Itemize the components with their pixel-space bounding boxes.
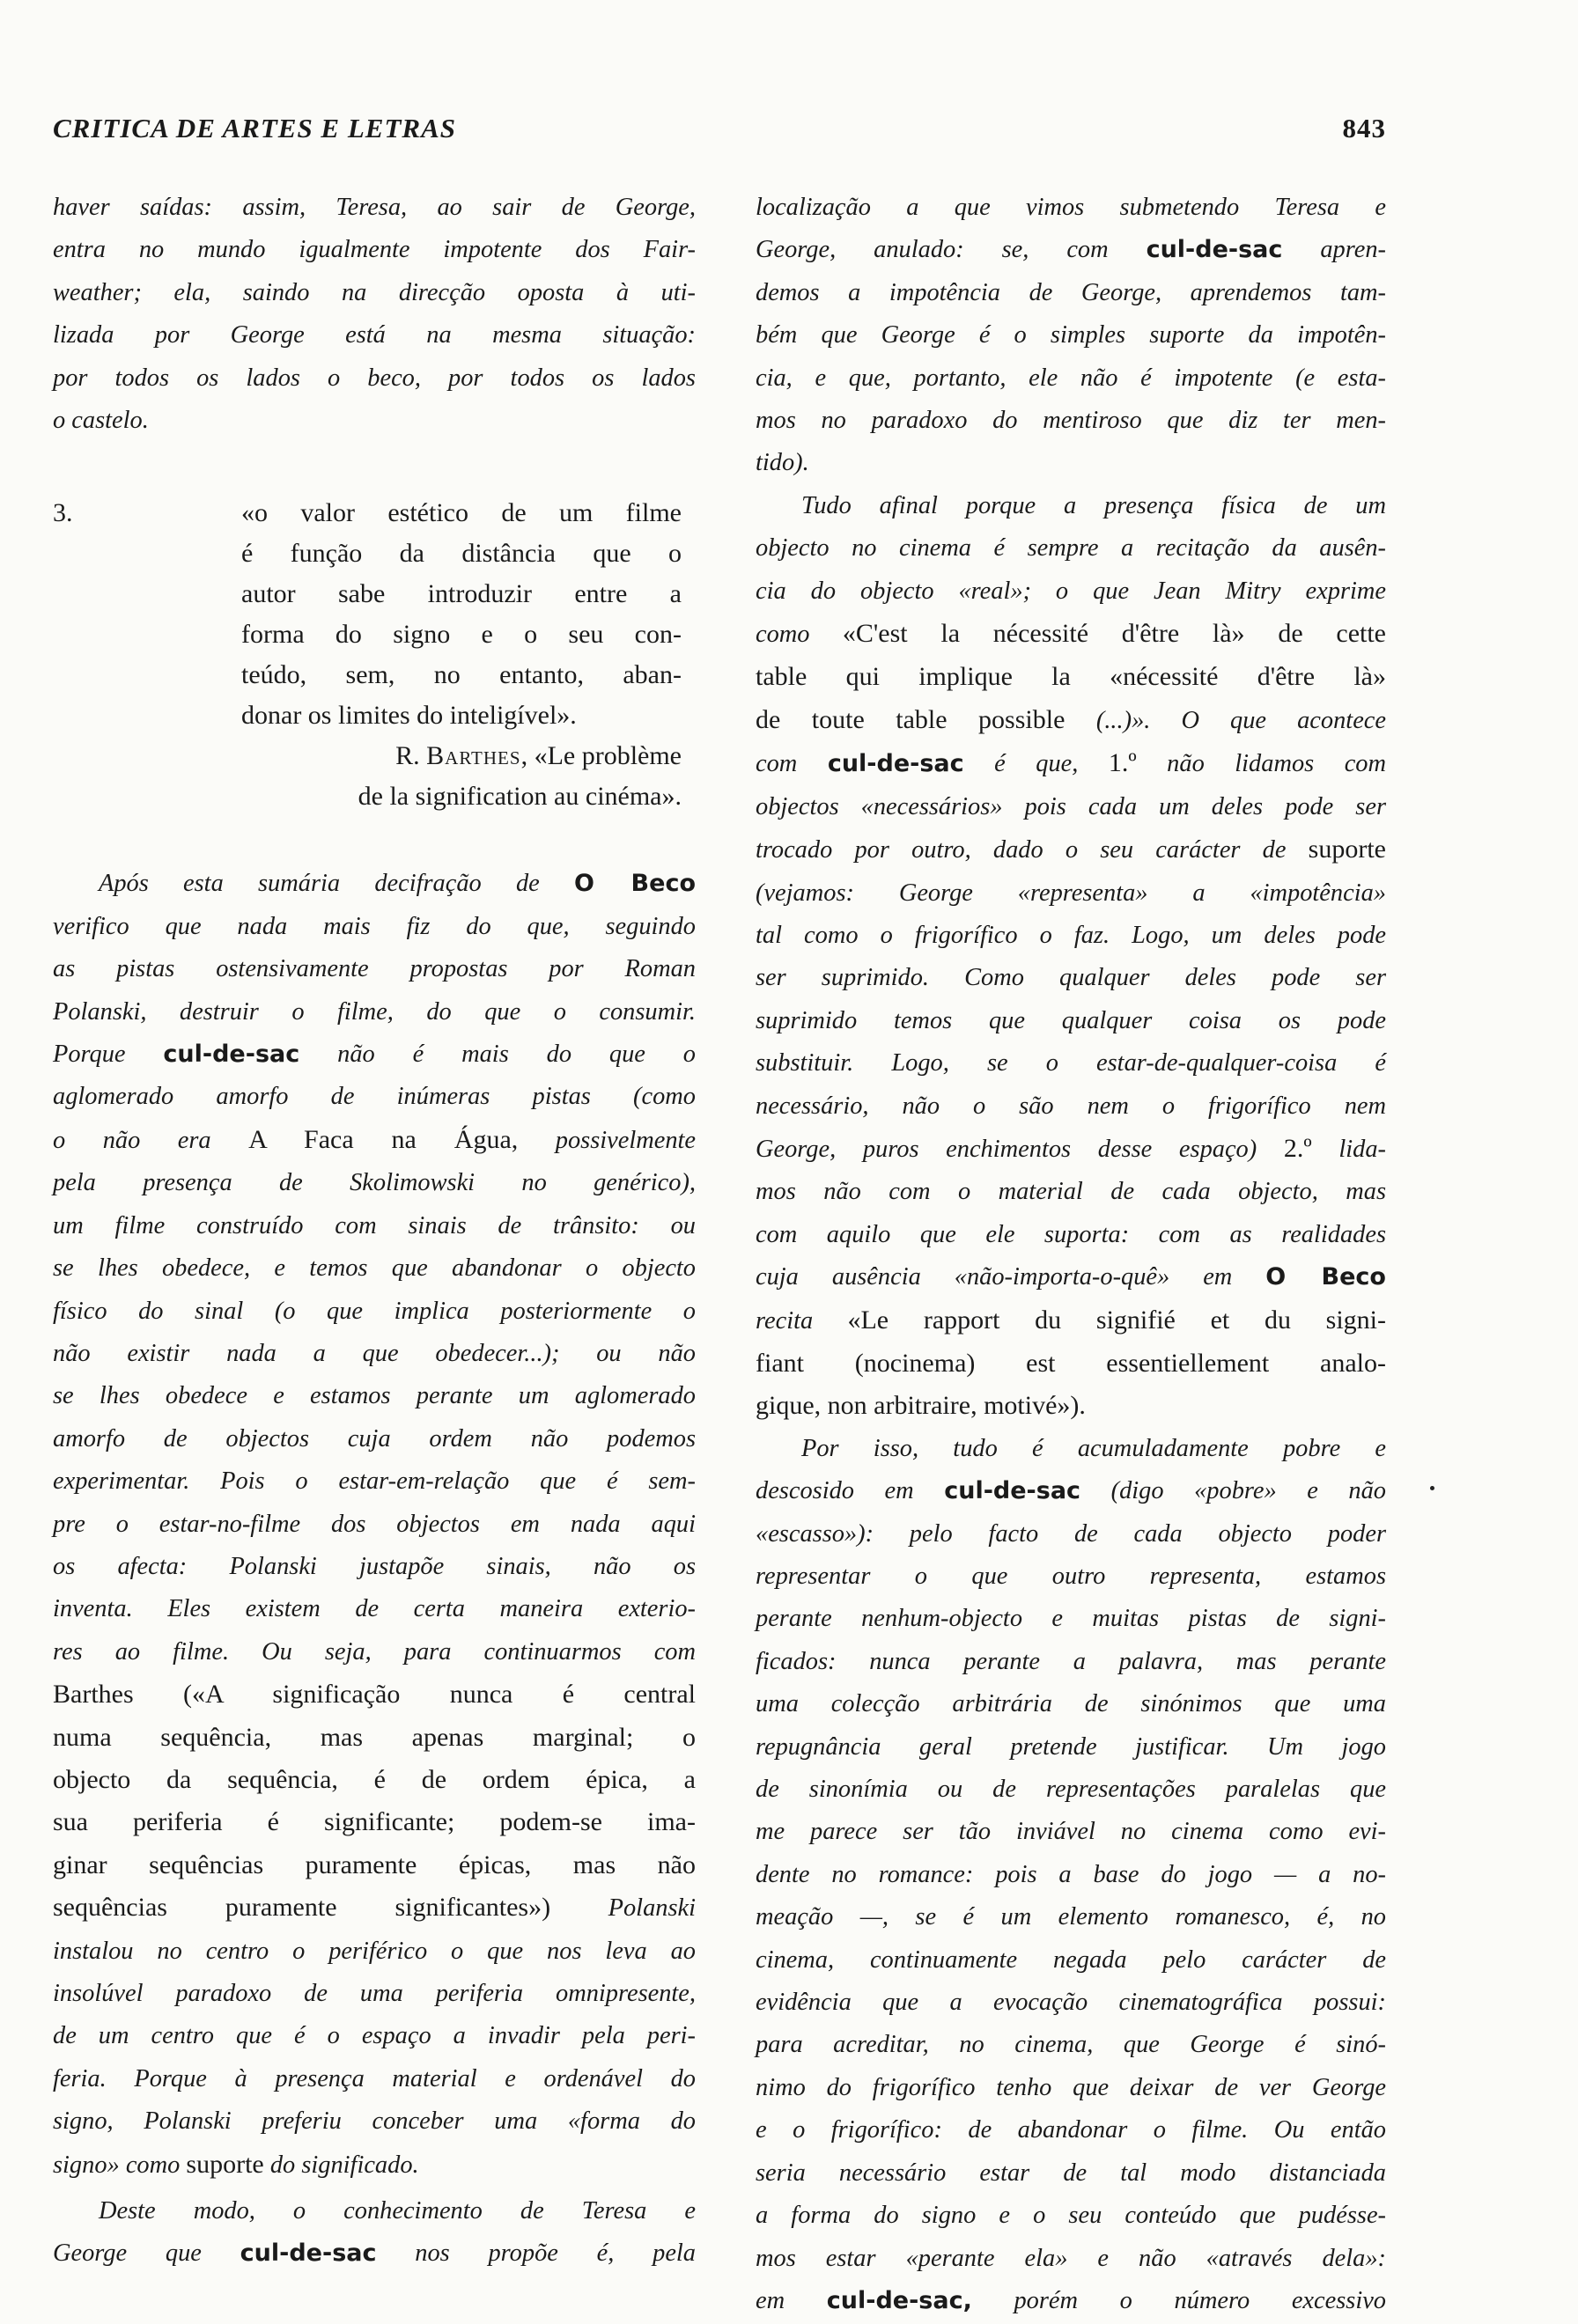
quote-line: autor sabe introduzir entre a (241, 579, 682, 609)
quote-line: «o valor estético de um filme (241, 498, 682, 528)
text-run: 1.º (1108, 748, 1137, 778)
text-line (53, 1119, 696, 1162)
text-line: se lhes obedece e estamos perante um aglomerado (53, 1382, 696, 1410)
text-line: ser suprimido. Como qualquer deles pode ser (756, 964, 1386, 992)
text-line: localização a que vimos submetendo Teresa e (756, 194, 1386, 221)
text-run: «C'est la nécessité d'être là» de cette (842, 619, 1387, 649)
text-run: Polanski (550, 1894, 697, 1923)
quote-line: donar os limites do inteligível». (241, 701, 577, 731)
text-line: mos não com o material de cada objecto, mas (756, 1178, 1386, 1206)
text-line: amorfo de objectos cuja ordem não podemos (53, 1424, 696, 1452)
attribution-text: , «Le problème (520, 741, 682, 771)
text-line: cia, e que, portanto, ele não é impotente (e esta- (756, 364, 1386, 392)
text-line (756, 2280, 1386, 2322)
text-run: não é mais do que o (299, 1041, 696, 1069)
text-line: repugnância geral pretende justificar. Um jogo (756, 1732, 1386, 1761)
text-line: perante nenhum-objecto e muitas pistas de signi- (756, 1605, 1386, 1633)
text-line: não existir nada a que obedecer...); ou não (53, 1339, 696, 1367)
text-line: dente no romance: pois a base do jogo — a no- (756, 1860, 1386, 1888)
text-line (756, 1256, 1386, 1298)
running-title: CRITICA DE ARTES E LETRAS (53, 113, 457, 143)
text-line: insolúvel paradoxo de uma periferia omnipresente, (53, 1980, 696, 2007)
text-line: as pistas ostensivamente propostas por Roman (53, 955, 696, 983)
text-line: para acreditar, no cinema, que George é sinó- (756, 2031, 1386, 2059)
text-line: Deste modo, o conhecimento de Teresa e (99, 2197, 696, 2225)
quote-line: teúdo, sem, no entanto, aban- (241, 660, 682, 690)
film-title: cul-de-sac (827, 750, 964, 778)
text-line: evidência que a evocação cinematográfica possui: (756, 1989, 1386, 2017)
text-line: pela presença de Skolimowski no genérico), (53, 1169, 696, 1197)
text-line: mos no paradoxo do mentiroso que diz ter men- (756, 407, 1386, 435)
text-line: cia do objecto «real»; o que Jean Mitry exprime (756, 577, 1386, 605)
text-line: representar o que outro representa, estamos (756, 1563, 1386, 1590)
text-line: lizada por George está na mesma situação: (53, 321, 696, 349)
text-line: sua periferia é significante; podem-se ima- (53, 1807, 696, 1837)
text-line: experimentar. Pois o estar-em-relação que é sem- (53, 1467, 696, 1496)
text-run: suporte (1308, 835, 1386, 864)
quote-text (241, 493, 682, 736)
text-line: necessário, não o são nem o frigorífico nem (756, 1092, 1386, 1120)
text-run: com (756, 750, 828, 778)
text-line (53, 863, 696, 905)
attribution-author: Barthes (426, 741, 521, 771)
text-line: bém que George é o simples suporte da impotên- (756, 321, 1386, 349)
text-run: suporte (186, 2149, 264, 2179)
text-line: table qui implique la «nécessité d'être là» (756, 662, 1386, 692)
text-line: seria necessário estar de tal modo distanciada (756, 2159, 1386, 2187)
section-number: 3. (53, 498, 73, 528)
film-title: A Faca na Água, (248, 1124, 519, 1154)
text-line (53, 2144, 696, 2187)
quote-attribution: de la signification au cinéma». (358, 782, 682, 812)
text-run: recita (756, 1306, 848, 1335)
text-line: e o frigorífico: de abandonar o filme. Ou então (756, 2116, 1386, 2144)
text-line: se lhes obedece, e temos que abandonar o objecto (53, 1254, 696, 1283)
text-line: (vejamos: George «representa» a «impotência» (756, 879, 1386, 907)
paragraph (53, 2190, 696, 2276)
text-run: George, puros enchimentos desse espaço) (756, 1135, 1284, 1163)
text-line: demos a impotência de George, aprendemos tam- (756, 278, 1386, 306)
text-line: haver saídas: assim, Teresa, ao sair de George, (53, 194, 696, 221)
text-line: signo, Polanski preferiu conceber uma «forma do (53, 2107, 696, 2136)
text-run: de toute table possible (756, 704, 1096, 734)
text-line (756, 229, 1386, 271)
paragraph (53, 863, 696, 2187)
text-line: o castelo. (53, 407, 149, 435)
text-line: ficados: nunca perante a palavra, mas perante (756, 1647, 1386, 1675)
text-line (756, 1470, 1386, 1512)
text-line: mos estar «perante ela» e não «através dela»: (756, 2244, 1386, 2272)
text-line: uma colecção arbitrária de sinónimos que uma (756, 1690, 1386, 1718)
text-line: ginar sequências puramente épicas, mas não (53, 1850, 696, 1879)
text-line (53, 1033, 696, 1076)
text-line: weather; ela, saindo na direcção oposta à uti- (53, 278, 696, 306)
text-line: substituir. Logo, se o estar-de-qualquer-coisa é (756, 1049, 1386, 1077)
text-line: Barthes («A significação nunca é central (53, 1680, 696, 1710)
text-run: trocado por outro, dado o seu carácter de (756, 836, 1309, 864)
text-line: suprimido temos que qualquer coisa os pode (756, 1006, 1386, 1034)
text-line: com aquilo que ele suporta: com as realidades (756, 1220, 1386, 1248)
film-title: cul-de-sac (163, 1041, 300, 1069)
text-line: tido). (756, 449, 809, 477)
text-run: o não era (53, 1126, 249, 1154)
text-line: objecto no cinema é sempre a recitação da ausên- (756, 534, 1386, 563)
right-column (756, 187, 1386, 2322)
text-run: «Le rapport du signifié et du signi- (847, 1305, 1386, 1335)
text-line: fiant (nocinema) est essentiellement analo- (756, 1348, 1386, 1378)
quote-line: é função da distância que o (241, 539, 682, 569)
film-title: cul-de-sac (240, 2239, 377, 2268)
text-line (53, 1886, 696, 1930)
attribution-text: R. (395, 741, 427, 771)
quote-attribution (241, 736, 682, 776)
text-line: físico do sinal (o que implica posteriormente o (53, 1297, 696, 1325)
text-line: me parece ser tão inviável no cinema como evi- (756, 1818, 1386, 1846)
text-line: instalou no centro o periférico o que nos leva ao (53, 1937, 696, 1965)
text-run: Porque (53, 1041, 164, 1069)
text-line: tal como o frigorífico o faz. Logo, um deles pode (756, 921, 1386, 949)
text-run: como (756, 621, 843, 649)
quote-line: forma do signo e o seu con- (241, 620, 682, 650)
text-line: Tudo afinal porque a presença física de um (801, 491, 1386, 519)
text-line: um filme construído com sinais de trânsito: ou (53, 1211, 696, 1239)
text-line (756, 1128, 1386, 1171)
film-title: cul-de-sac, (826, 2286, 972, 2314)
text-run: (...)». (1095, 706, 1151, 734)
text-run: não lidamos com (1136, 750, 1386, 778)
text-run: possivelmente (518, 1126, 697, 1154)
text-run: sequências puramente significantes») (53, 1893, 551, 1923)
text-line (756, 828, 1386, 872)
text-run: Após esta sumária decifração de (99, 870, 575, 898)
text-run: apren- (1282, 236, 1386, 264)
text-run: porém o número excessivo (971, 2286, 1387, 2314)
text-run: descosido em (756, 1477, 945, 1505)
text-line (756, 699, 1386, 742)
text-line: inventa. Eles existem de certa maneira exterio- (53, 1595, 696, 1623)
text-line: nimo do frigorífico tenho que deixar de ver George (756, 2073, 1386, 2101)
text-run: cuja ausência «não-importa-o-quê» em (756, 1263, 1266, 1291)
text-run: nos propõe é, pela (376, 2239, 696, 2268)
paragraph (756, 187, 1386, 485)
epigraph-quote (53, 493, 696, 817)
text-line: res ao filme. Ou seja, para continuarmos com (53, 1637, 696, 1666)
page-number: 843 (1342, 113, 1386, 143)
text-run: é que, (963, 750, 1109, 778)
text-run: em (756, 2286, 827, 2314)
left-column (53, 187, 696, 2276)
text-run: 2.º (1283, 1133, 1312, 1163)
text-line (756, 1299, 1386, 1342)
text-run: O que acontece (1150, 706, 1386, 734)
text-line (756, 742, 1386, 785)
text-line: de um centro que é o espaço a invadir pela peri- (53, 2022, 696, 2050)
text-line: entra no mundo igualmente impotente dos Fair- (53, 236, 696, 264)
film-title: cul-de-sac (1146, 236, 1283, 264)
text-run: George que (53, 2239, 240, 2268)
text-run: (digo «pobre» e não (1080, 1477, 1386, 1505)
text-line: «escasso»): pelo facto de cada objecto poder (756, 1519, 1386, 1548)
paragraph (756, 485, 1386, 1428)
paragraph (756, 1428, 1386, 2323)
text-run: signo» como (53, 2151, 187, 2179)
text-line: objectos «necessários» pois cada um deles pode ser (756, 792, 1386, 820)
text-line: numa sequência, mas apenas marginal; o (53, 1722, 696, 1752)
text-line (756, 613, 1386, 656)
text-run: lida- (1311, 1135, 1386, 1163)
text-run: do significado. (263, 2151, 419, 2179)
text-line: meação —, se é um elemento romanesco, é, no (756, 1903, 1386, 1931)
text-line: aglomerado amorfo de inúmeras pistas (como (53, 1083, 696, 1111)
running-header (53, 113, 1386, 144)
text-line: feria. Porque à presença material e ordenável do (53, 2064, 696, 2092)
text-line: de sinonímia ou de representações paralelas que (756, 1776, 1386, 1804)
film-title: O Beco (574, 870, 696, 898)
text-line (53, 2232, 696, 2275)
text-line: cinema, continuamente negada pelo carácter de (756, 1945, 1386, 1974)
text-line: Por isso, tudo é acumuladamente pobre e (801, 1434, 1386, 1462)
text-line: por todos os lados o beco, por todos os lados (53, 364, 696, 392)
film-title: cul-de-sac (944, 1477, 1081, 1505)
text-line: objecto da sequência, é de ordem épica, a (53, 1764, 696, 1794)
text-line: verifico que nada mais fiz do que, seguindo (53, 912, 696, 940)
text-run: George, anulado: se, com (756, 236, 1147, 264)
text-line: os afecta: Polanski justapõe sinais, não os (53, 1552, 696, 1580)
paragraph (53, 187, 696, 442)
ink-speck (1430, 1486, 1434, 1490)
text-line: pre o estar-no-filme dos objectos em nada aqui (53, 1510, 696, 1538)
film-title: O Beco (1265, 1263, 1386, 1291)
text-line: gique, non arbitraire, motivé»). (756, 1391, 1086, 1421)
text-line: a forma do signo e o seu conteúdo que pudésse- (756, 2202, 1386, 2230)
text-line: Polanski, destruir o filme, do que o consumir. (53, 997, 696, 1026)
